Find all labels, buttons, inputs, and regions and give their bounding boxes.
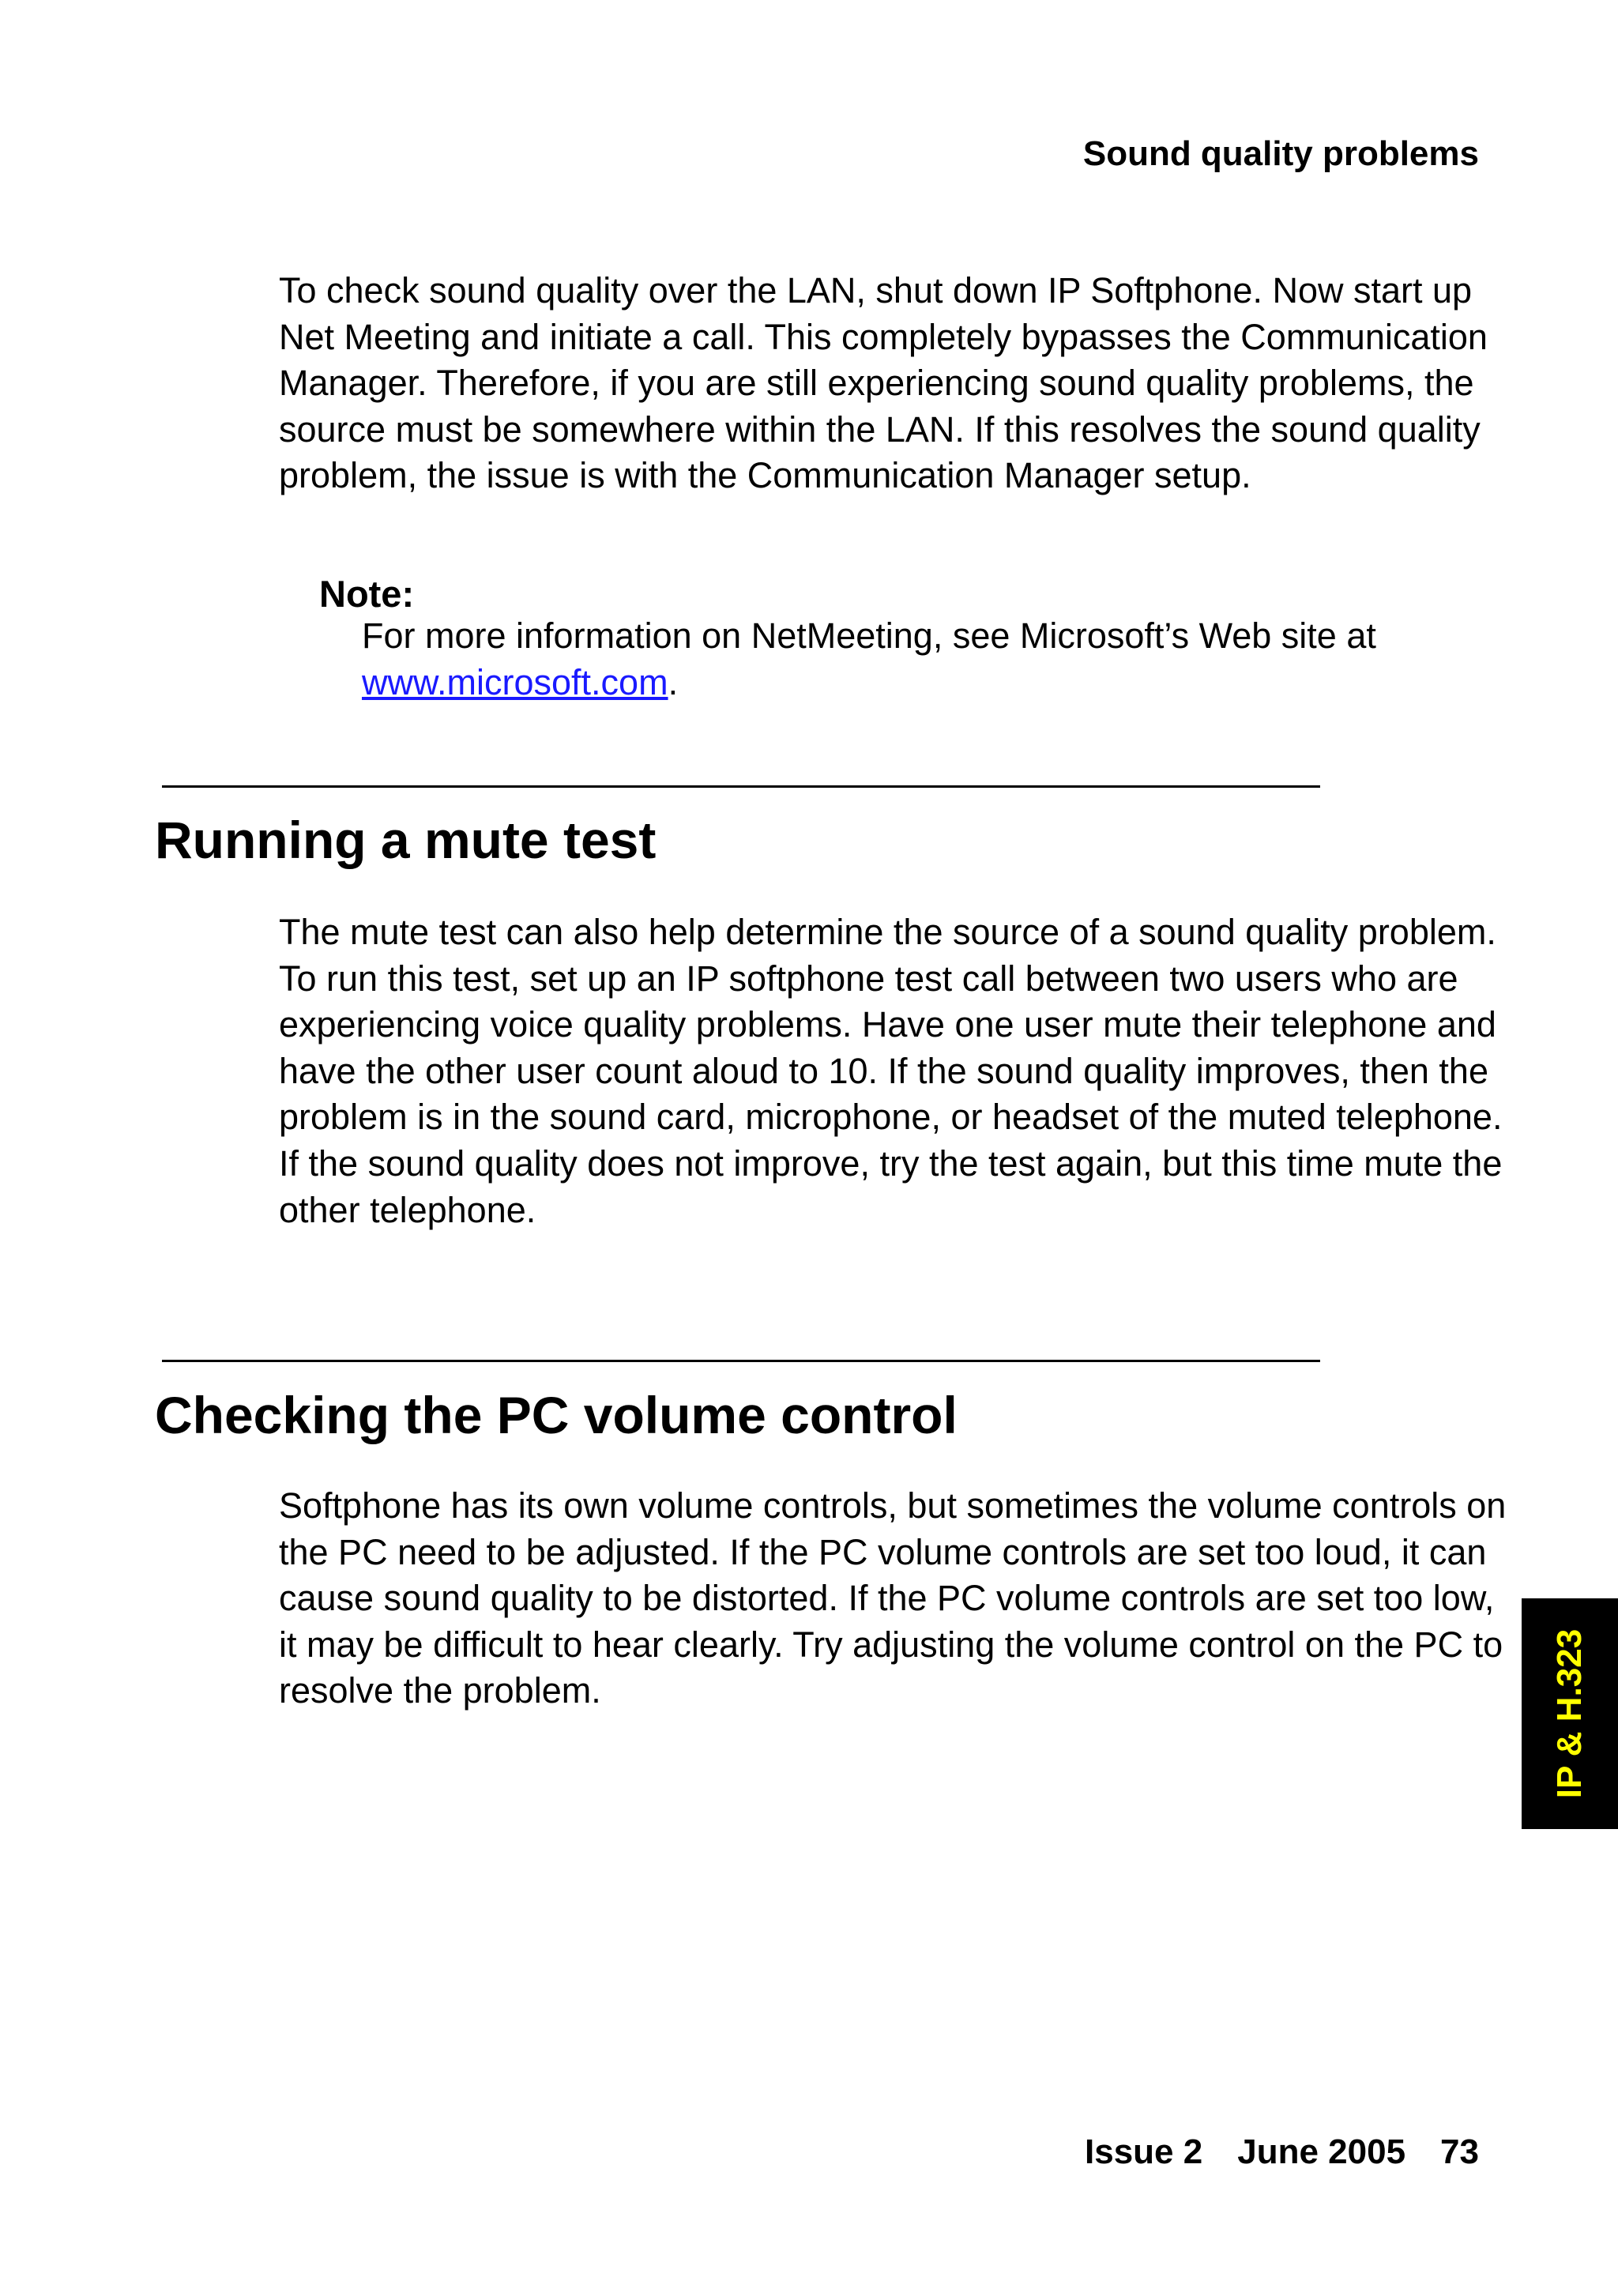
microsoft-link[interactable]: www.microsoft.com — [362, 661, 668, 702]
intro-paragraph: To check sound quality over the LAN, shut down IP Softphone. Now start up Net Meeting and initiate a call. This completely bypasses the Communication Manager. Therefore, if you are still experiencing sound quality problems, the source must be somewhere within the LAN. If this resolves the sound quality problem, the issue is with the Communication Manager setup. — [279, 270, 1488, 496]
footer-issue: Issue 2 — [1085, 2132, 1203, 2171]
section-heading-volume-control: Checking the PC volume control — [155, 1386, 958, 1444]
section-divider — [162, 785, 1320, 788]
section-heading-mute-test: Running a mute test — [155, 811, 657, 869]
running-header-title: Sound quality problems — [1082, 134, 1479, 173]
chapter-side-tab — [1522, 1598, 1618, 1829]
note-label: Note: — [319, 573, 415, 615]
note-text-before-link: For more information on NetMeeting, see Microsoft’s Web site at — [362, 615, 1376, 656]
footer-date: June 2005 — [1237, 2132, 1406, 2171]
section-divider — [162, 1360, 1320, 1362]
footer-page-number: 73 — [1440, 2132, 1479, 2171]
note-text-after-link: . — [668, 661, 679, 702]
note-text — [362, 613, 1468, 706]
chapter-side-tab-label: IP & H.323 — [1550, 1628, 1589, 1799]
volume-control-paragraph: Softphone has its own volume controls, but sometimes the volume controls on the PC need to be adjusted. If the PC volume controls are set too loud, it can cause sound quality to be distorted. If the PC volume controls are set too low, it may be difficult to hear clearly. Try adjusting the volume control on the PC to resolve the problem. — [279, 1485, 1507, 1711]
page-footer — [1085, 2129, 1479, 2176]
mute-test-paragraph: The mute test can also help determine the source of a sound quality problem. To run this test, set up an IP softphone test call between two users who are experiencing voice quality problems. Have one user mute their telephone and have the other user count aloud to 10. If the sound quality improves, then the problem is in the sound card, microphone, or headset of the muted telephone. If the sound quality does not improve, try the test again, but this time mute the other telephone. — [279, 912, 1503, 1230]
